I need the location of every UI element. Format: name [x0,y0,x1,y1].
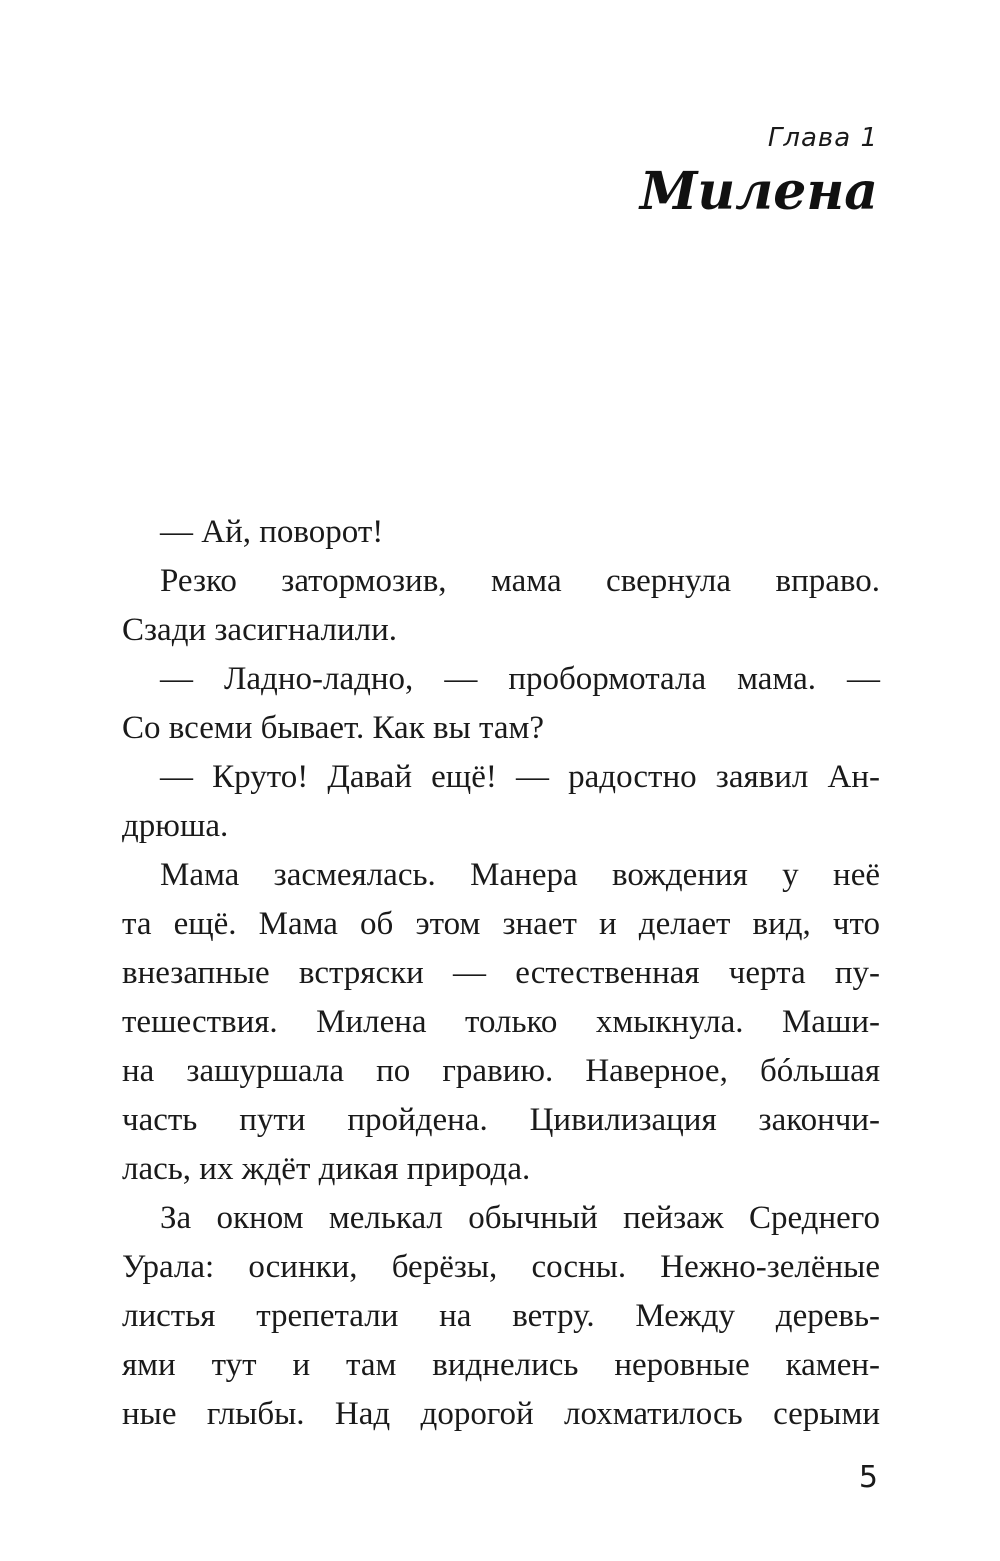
text-line: — Круто! Давай ещё! — радостно заявил Ан- [160,759,880,795]
chapter-label: Глава 1 [767,123,878,153]
text-line: За окном мелькал обычный пейзаж Среднего [160,1200,880,1236]
paragraph [122,851,880,1194]
chapter-header [640,118,878,224]
text-line: внезапные встряски — естественная черта пу- [122,955,880,991]
text-line: тешествия. Милена только хмыкнула. Маши- [122,1004,880,1040]
page-number: 5 [858,1460,878,1495]
text-line: лась, их ждёт дикая природа. [122,1151,531,1187]
text-body [122,508,880,1439]
paragraph [122,655,880,753]
text-line: листья трепетали на ветру. Между деревь- [122,1298,880,1334]
text-line: та ещё. Мама об этом знает и делает вид, что [122,906,880,942]
text-line: Сзади засигналили. [122,612,398,648]
text-line: Мама засмеялась. Манера вождения у неё [160,857,880,893]
chapter-title: Милена [639,161,878,222]
paragraph [122,508,880,557]
text-line: Урала: осинки, берёзы, сосны. Нежно-зелёные [122,1249,880,1285]
paragraph [122,753,880,851]
text-line: — Ай, поворот! [160,514,384,550]
text-line: на зашуршала по гравию. Наверное, бóльшая [122,1053,880,1089]
text-line: часть пути пройдена. Цивилизация закончи- [122,1102,880,1138]
paragraph [122,1194,880,1439]
text-line: дрюша. [122,808,229,844]
text-line: Со всеми бывает. Как вы там? [122,710,544,746]
paragraph [122,557,880,655]
text-line: ные глыбы. Над дорогой лохматилось серыми [122,1396,880,1432]
text-line: Резко затормозив, мама свернула вправо. [160,563,880,599]
text-line: ями тут и там виднелись неровные камен- [122,1347,880,1383]
text-line: — Ладно-ладно, — пробормотала мама. — [160,661,880,697]
